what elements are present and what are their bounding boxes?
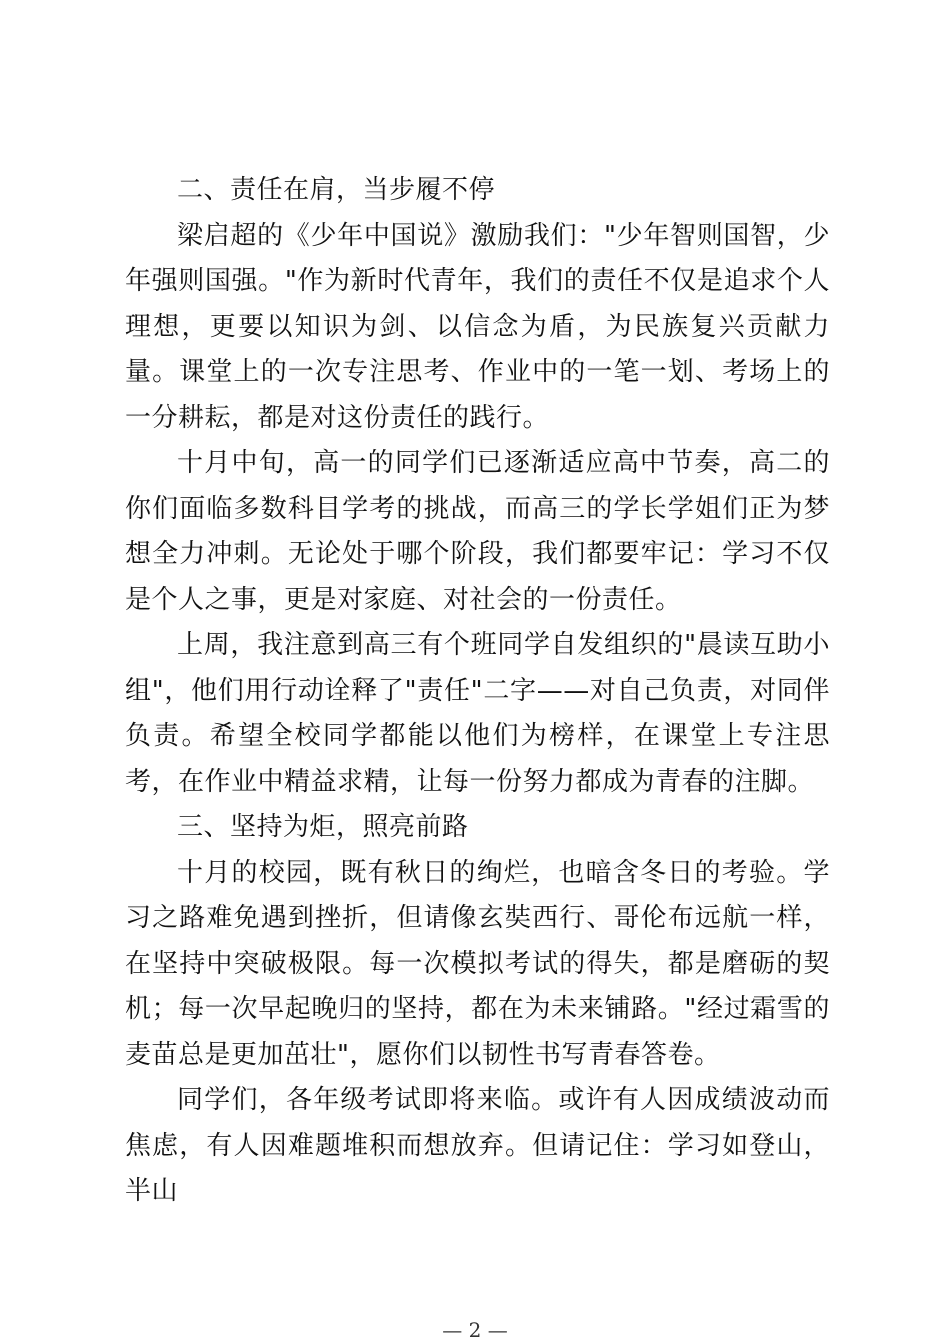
paragraph-morning-reading-group: 上周，我注意到高三有个班同学自发组织的"晨读互助小组"，他们用行动诠释了"责任"二字——对自己负责，对同伴负责。希望全校同学都能以他们为榜样，在课堂上专注思考，在作业中精益求精，让每一份努力都成为青春的注脚。 xyxy=(125,630,830,797)
section-heading-responsibility: 二、责任在肩，当步履不停 xyxy=(177,175,496,205)
paragraph-october-campus: 十月的校园，既有秋日的绚烂，也暗含冬日的考验。学习之路难免遇到挫折，但请像玄奘西行、哥伦布远航一样，在坚持中突破极限。每一次模拟考试的得失，都是磨砺的契机；每一次早起晚归的坚持，都在为未来铺路。"经过霜雪的麦苗总是更加茁壮"，愿你们以韧性书写青春答卷。 xyxy=(125,857,830,1070)
page-number: — 2 — xyxy=(442,1318,508,1342)
paragraph-liang-qichao: 梁启超的《少年中国说》激励我们："少年智则国智，少年强则国强。"作为新时代青年，我们的责任不仅是追求个人理想，更要以知识为剑、以信念为盾，为民族复兴贡献力量。课堂上的一次专注思考、作业中的一笔一划、考场上的一分耕耘，都是对这份责任的践行。 xyxy=(125,220,830,433)
paragraph-exams-coming: 同学们，各年级考试即将来临。或许有人因成绩波动而焦虑，有人因难题堆积而想放弃。但请记住：学习如登山，半山 xyxy=(125,1085,830,1206)
paragraph-mid-october: 十月中旬，高一的同学们已逐渐适应高中节奏，高二的你们面临多数科目学考的挑战，而高三的学长学姐们正为梦想全力冲刺。无论处于哪个阶段，我们都要牢记：学习不仅是个人之事，更是对家庭、对社会的一份责任。 xyxy=(125,448,830,615)
document-body xyxy=(125,168,830,1215)
section-heading-persistence: 三、坚持为炬，照亮前路 xyxy=(177,812,469,842)
